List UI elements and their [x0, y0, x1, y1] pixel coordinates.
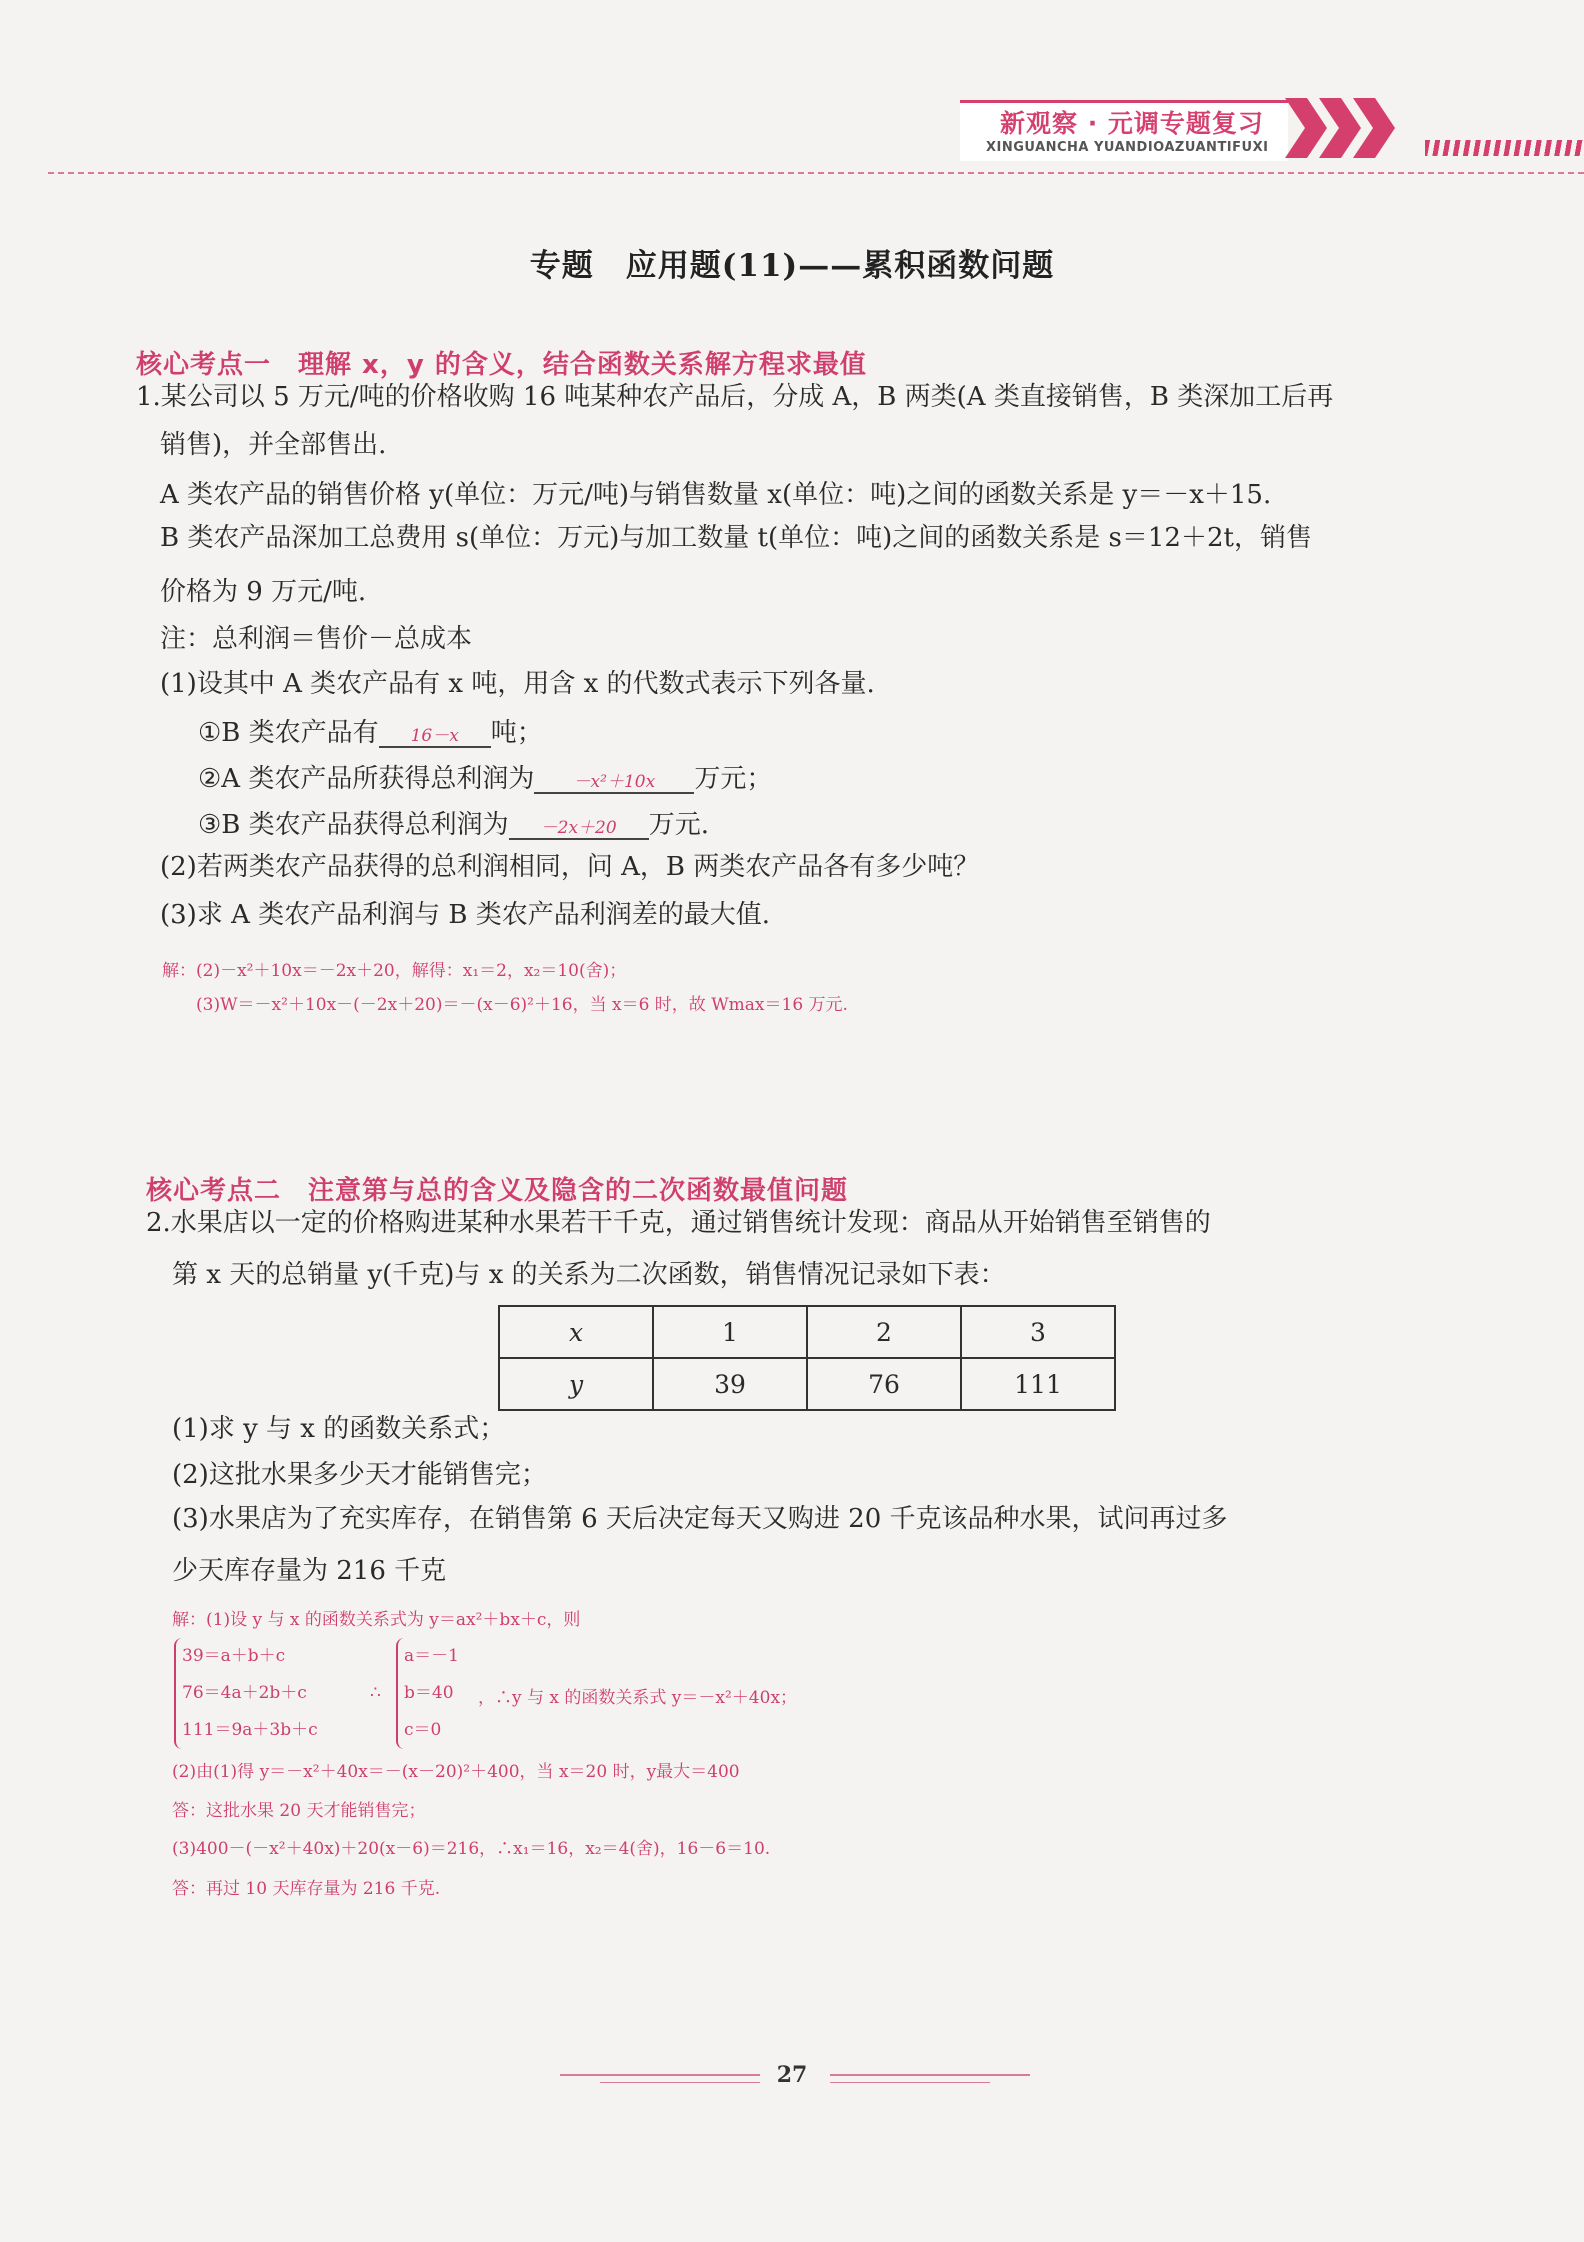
- header-pinyin: XINGUANCHA YUANDIOAZUANTIFUXI: [986, 140, 1269, 155]
- q2-part3: (3)水果店为了充实库存，在销售第 6 天后决定每天又购进 20 千克该品种水果，试问再过多: [172, 1504, 1228, 1534]
- table-cell: 2: [807, 1306, 961, 1358]
- therefore-symbol: ∴: [370, 1683, 381, 1703]
- table-row: [499, 1306, 1115, 1358]
- q1-solution-1: 解：(2)－x²＋10x＝－2x＋20，解得：x₁＝2，x₂＝10(舍)；: [162, 961, 627, 981]
- equation-system-left: [174, 1638, 318, 1749]
- header-title: 新观察 · 元调专题复习: [1000, 109, 1264, 138]
- equation: c＝0: [404, 1720, 442, 1740]
- system-conclusion: ，∴y 与 x 的函数关系式 y＝－x²＋40x；: [478, 1688, 798, 1708]
- equation: b＝40: [404, 1683, 454, 1703]
- blank-3-answer: －2x＋20: [509, 818, 649, 840]
- q2-line-2: 第 x 天的总销量 y(千克)与 x 的关系为二次函数，销售情况记录如下表：: [172, 1260, 1006, 1290]
- table-cell: 3: [961, 1306, 1115, 1358]
- blank-1-answer: 16－x: [379, 726, 491, 748]
- q2-line-1: 2.水果店以一定的价格购进某种水果若干千克，通过销售统计发现：商品从开始销售至销售的: [146, 1208, 1211, 1238]
- blank-2-prefix: ②A 类农产品所获得总利润为: [198, 764, 535, 794]
- blank-3-prefix: ③B 类农产品获得总利润为: [198, 810, 509, 840]
- q2-part2: (2)这批水果多少天才能销售完；: [172, 1460, 547, 1490]
- page-title: 专题 应用题(11)——累积函数问题: [529, 248, 1055, 284]
- q1-line-1: 1.某公司以 5 万元/吨的价格收购 16 吨某种农产品后，分成 A，B 两类(A 类直接销售，B 类深加工后再: [136, 382, 1334, 412]
- q1-line-5: 价格为 9 万元/吨.: [160, 577, 367, 607]
- blank-2-suffix: 万元；: [694, 764, 773, 794]
- table-cell: 76: [807, 1358, 961, 1410]
- blank-row-3: [198, 810, 709, 841]
- q1-part3: (3)求 A 类农产品利润与 B 类农产品利润差的最大值.: [160, 900, 771, 930]
- q1-line-2: 销售)，并全部售出.: [160, 430, 387, 460]
- q1-solution-2: (3)W＝－x²＋10x－(－2x＋20)＝－(x－6)²＋16，当 x＝6 时，故 Wmax＝16 万元.: [196, 995, 848, 1015]
- table-cell: 39: [653, 1358, 807, 1410]
- table-cell: x: [499, 1306, 653, 1358]
- table-row: [499, 1358, 1115, 1410]
- q2-answer-3: 答：再过 10 天库存量为 216 千克.: [172, 1879, 441, 1899]
- q2-part3-cont: 少天库存量为 216 千克: [172, 1556, 447, 1586]
- blank-row-2: [198, 764, 772, 795]
- section2-heading: 核心考点二 注意第与总的含义及隐含的二次函数最值问题: [146, 1176, 849, 1206]
- q1-part1: (1)设其中 A 类农产品有 x 吨，用含 x 的代数式表示下列各量.: [160, 669, 875, 699]
- blank-3-suffix: 万元.: [648, 810, 709, 840]
- blank-row-1: [198, 718, 543, 749]
- q1-part2: (2)若两类农产品获得的总利润相同，问 A，B 两类农产品各有多少吨？: [160, 852, 980, 882]
- q2-solution-3: (3)400－(－x²＋40x)＋20(x－6)＝216，∴x₁＝16，x₂＝4(舍)，16－6＝10.: [172, 1839, 771, 1859]
- header-stripes: [1425, 140, 1584, 156]
- table-cell: 111: [961, 1358, 1115, 1410]
- q1-line-4: B 类农产品深加工总费用 s(单位：万元)与加工数量 t(单位：吨)之间的函数关系是 s＝12＋2t，销售: [160, 523, 1312, 553]
- chevron-arrows-icon: [1285, 98, 1425, 158]
- q1-line-3: A 类农产品的销售价格 y(单位：万元/吨)与销售数量 x(单位：吨)之间的函数关系是 y＝－x＋15.: [160, 480, 1272, 510]
- blank-2-answer: －x²＋10x: [534, 772, 694, 794]
- table-cell: y: [499, 1358, 653, 1410]
- q2-part1: (1)求 y 与 x 的函数关系式；: [172, 1414, 506, 1444]
- header-divider: [48, 172, 1584, 174]
- equation: 76＝4a＋2b＋c: [182, 1683, 307, 1703]
- table-cell: 1: [653, 1306, 807, 1358]
- equation-system-right: [396, 1638, 459, 1749]
- q1-note: 注：总利润＝售价－总成本: [160, 624, 473, 654]
- q2-answer-2: 答：这批水果 20 天才能销售完；: [172, 1801, 426, 1821]
- equation: a＝－1: [404, 1646, 459, 1666]
- section1-heading: 核心考点一 理解 x，y 的含义，结合函数关系解方程求最值: [136, 350, 867, 380]
- q2-solution-2: (2)由(1)得 y＝－x²＋40x＝－(x－20)²＋400，当 x＝20 时，y最大＝400: [172, 1762, 740, 1782]
- page-number: 27: [776, 2062, 808, 2088]
- blank-1-prefix: ①B 类农产品有: [198, 718, 379, 748]
- q2-solution-intro: 解：(1)设 y 与 x 的函数关系式为 y＝ax²＋bx＋c，则: [172, 1610, 581, 1630]
- equation: 39＝a＋b＋c: [182, 1646, 286, 1666]
- equation: 111＝9a＋3b＋c: [182, 1720, 318, 1740]
- blank-1-suffix: 吨；: [490, 718, 543, 748]
- sales-table: [498, 1305, 1116, 1411]
